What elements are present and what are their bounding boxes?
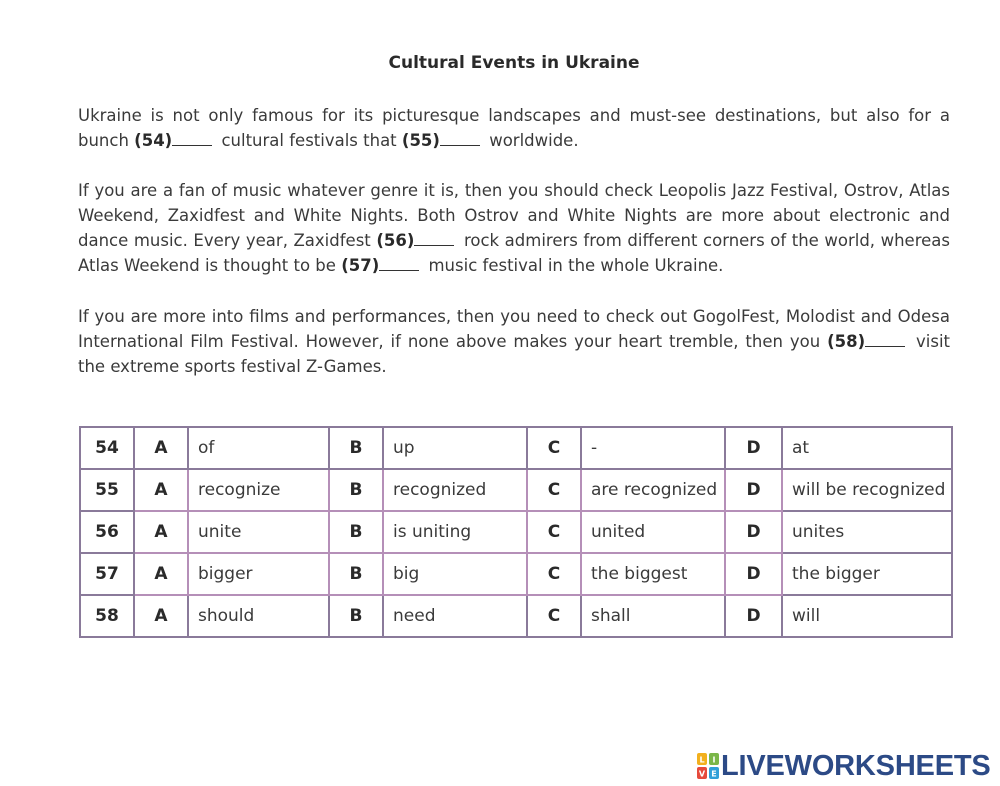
paragraph-films <box>78 304 950 379</box>
gap-label-58: (58) <box>827 332 866 351</box>
option-d[interactable]: will be recognized <box>782 469 952 511</box>
option-b[interactable]: big <box>383 553 527 595</box>
table-row <box>80 595 952 637</box>
question-number: 56 <box>80 511 134 553</box>
option-letter-c: C <box>527 469 581 511</box>
gap-label-55: (55) <box>401 131 440 150</box>
question-number: 54 <box>80 427 134 469</box>
gap-blank-54[interactable] <box>172 131 212 146</box>
paragraph-text: If you are a fan of music whatever genre it is, then you should check Leopolis Jazz Festival, Ostrov, Atlas Weekend, Zaxidfest and White Nights. Both Ostrov and White Nights are more about electronic and dance music. Every year, Zaxidfest <box>78 181 950 250</box>
option-d[interactable]: unites <box>782 511 952 553</box>
option-d[interactable]: the bigger <box>782 553 952 595</box>
gap-blank-57[interactable] <box>379 256 419 271</box>
gap-blank-56[interactable] <box>414 231 454 246</box>
option-letter-d: D <box>725 595 782 637</box>
option-letter-a: A <box>134 553 188 595</box>
option-letter-c: C <box>527 511 581 553</box>
option-letter-b: B <box>329 469 383 511</box>
option-letter-c: C <box>527 595 581 637</box>
paragraph-text: music festival in the whole Ukraine. <box>423 256 724 275</box>
svg-text:L: L <box>699 755 705 765</box>
gap-label-56: (56) <box>376 231 415 250</box>
question-number: 58 <box>80 595 134 637</box>
option-letter-d: D <box>725 469 782 511</box>
option-c[interactable]: shall <box>581 595 725 637</box>
option-letter-b: B <box>329 553 383 595</box>
option-letter-a: A <box>134 427 188 469</box>
option-d[interactable]: at <box>782 427 952 469</box>
option-c[interactable]: the biggest <box>581 553 725 595</box>
option-a[interactable]: of <box>188 427 329 469</box>
paragraph-intro <box>78 103 950 153</box>
paragraph-music <box>78 178 950 278</box>
option-b[interactable]: recognized <box>383 469 527 511</box>
option-letter-b: B <box>329 595 383 637</box>
paragraph-text: worldwide. <box>483 131 579 150</box>
option-b[interactable]: up <box>383 427 527 469</box>
liveworksheets-logo-icon <box>697 753 719 779</box>
svg-text:I: I <box>712 755 716 765</box>
option-a[interactable]: recognize <box>188 469 329 511</box>
gap-blank-58[interactable] <box>865 332 905 347</box>
question-number: 57 <box>80 553 134 595</box>
table-row <box>80 469 952 511</box>
gap-blank-55[interactable] <box>440 131 480 146</box>
option-a[interactable]: bigger <box>188 553 329 595</box>
table-row <box>80 427 952 469</box>
table-row <box>80 511 952 553</box>
gap-label-57: (57) <box>341 256 380 275</box>
table-row <box>80 553 952 595</box>
paragraph-text: If you are more into films and performances, then you need to check out GogolFest, Molodist and Odesa International Film Festival. However, if none above makes your heart tremble, then you <box>78 307 950 351</box>
question-number: 55 <box>80 469 134 511</box>
paragraph-text: visit the extreme sports festival Z-Games. <box>78 332 950 376</box>
option-b[interactable]: need <box>383 595 527 637</box>
option-letter-d: D <box>725 511 782 553</box>
option-letter-b: B <box>329 427 383 469</box>
paragraph-text: rock admirers from different corners of the world, whereas Atlas Weekend is thought to be <box>78 231 950 275</box>
option-letter-a: A <box>134 595 188 637</box>
svg-text:E: E <box>711 769 717 779</box>
option-letter-c: C <box>527 553 581 595</box>
option-letter-a: A <box>134 469 188 511</box>
option-c[interactable]: united <box>581 511 725 553</box>
option-c[interactable]: are recognized <box>581 469 725 511</box>
gap-label-54: (54) <box>134 131 173 150</box>
paragraph-text: cultural festivals that <box>216 131 402 150</box>
answer-options-table <box>79 426 953 638</box>
option-letter-d: D <box>725 553 782 595</box>
option-d[interactable]: will <box>782 595 952 637</box>
option-a[interactable]: should <box>188 595 329 637</box>
option-letter-b: B <box>329 511 383 553</box>
brand-name: LIVEWORKSHEETS <box>721 749 991 782</box>
liveworksheets-branding[interactable] <box>697 751 991 781</box>
option-letter-c: C <box>527 427 581 469</box>
option-letter-d: D <box>725 427 782 469</box>
option-letter-a: A <box>134 511 188 553</box>
option-b[interactable]: is uniting <box>383 511 527 553</box>
option-a[interactable]: unite <box>188 511 329 553</box>
page-title: Cultural Events in Ukraine <box>388 53 640 73</box>
svg-text:V: V <box>698 769 706 779</box>
paragraph-text: Ukraine is not only famous for its picturesque landscapes and must-see destinations, but also for a bunch <box>78 106 950 150</box>
option-c[interactable]: - <box>581 427 725 469</box>
